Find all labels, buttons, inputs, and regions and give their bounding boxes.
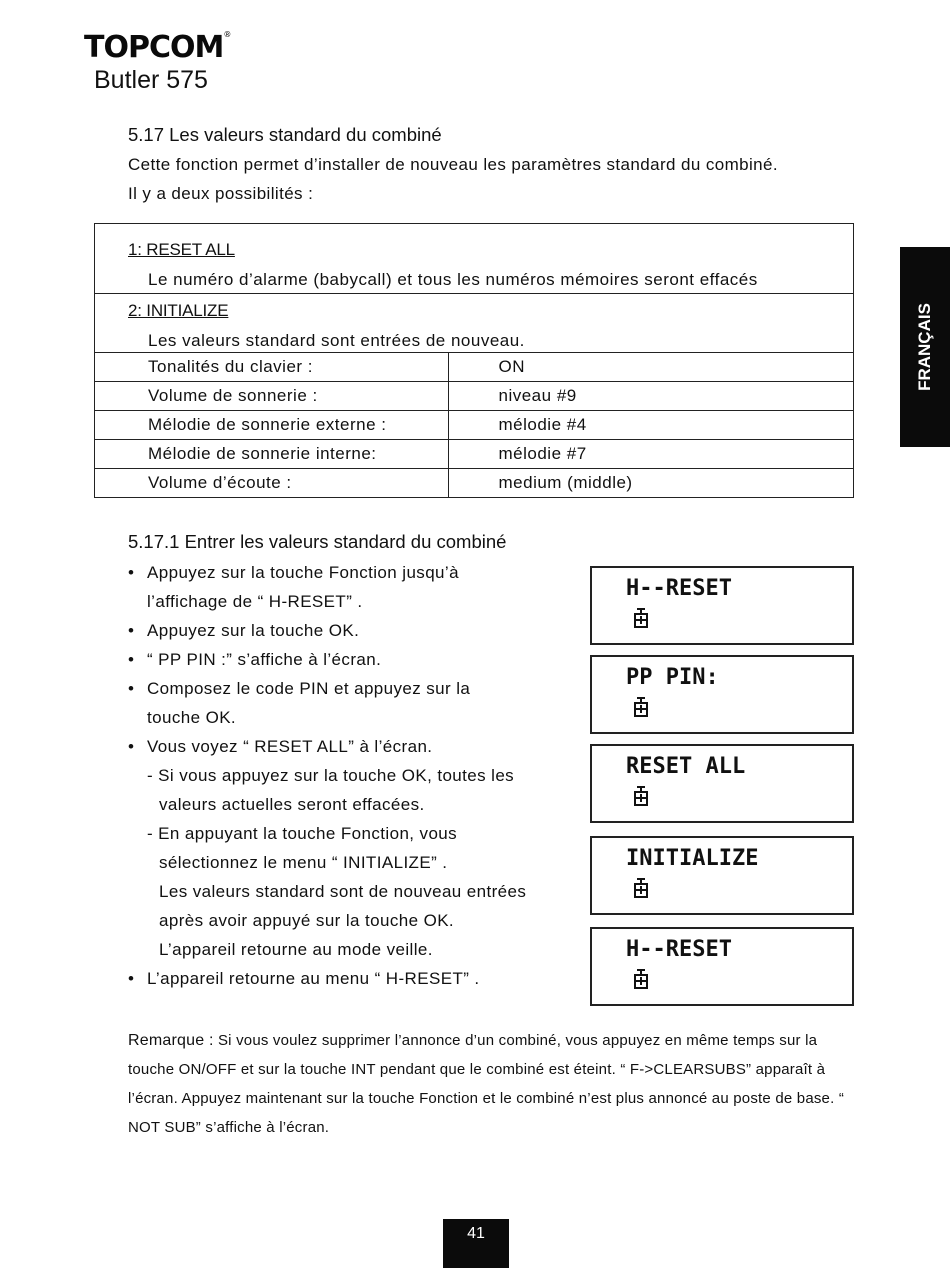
sub-step-ok-cont bbox=[147, 790, 577, 819]
step-text: Appuyez sur la touche OK. bbox=[147, 621, 360, 640]
page-number: 41 bbox=[443, 1219, 509, 1268]
step-text: l’affichage de “ H-RESET” . bbox=[147, 592, 363, 611]
sub-step-function-cont bbox=[147, 906, 577, 935]
step-text: “ PP PIN :” s’affiche à l’écran. bbox=[147, 650, 382, 669]
option-initialize-title: 2: INITIALIZE bbox=[128, 301, 229, 320]
setting-label: Volume de sonnerie : bbox=[95, 382, 448, 411]
remark-note bbox=[128, 1026, 853, 1142]
default-value-row bbox=[95, 440, 853, 469]
handset-icon bbox=[632, 697, 650, 719]
bullet: • bbox=[128, 969, 135, 988]
section-title: 5.17 Les valeurs standard du combiné bbox=[128, 124, 442, 145]
step-text: Composez le code PIN et appuyez sur la bbox=[147, 679, 471, 698]
sub-step-function-cont bbox=[147, 848, 577, 877]
step-text: sélectionnez le menu “ INITIALIZE” . bbox=[159, 853, 448, 872]
handset-icon bbox=[632, 878, 650, 900]
default-value-row bbox=[95, 382, 853, 411]
bullet: • bbox=[128, 621, 135, 640]
setting-value: mélodie #7 bbox=[448, 440, 853, 469]
options-box bbox=[94, 223, 854, 498]
step-text: - En appuyant la touche Fonction, vous bbox=[147, 824, 458, 843]
setting-label: Volume d’écoute : bbox=[95, 469, 448, 498]
step-text: Appuyez sur la touche Fonction jusqu’à bbox=[147, 563, 459, 582]
setting-value: medium (middle) bbox=[448, 469, 853, 498]
default-value-row bbox=[95, 469, 853, 498]
registered-mark: ® bbox=[223, 30, 231, 39]
bullet: • bbox=[128, 679, 135, 698]
step-text: après avoir appuyé sur la touche OK. bbox=[159, 911, 455, 930]
lcd-display bbox=[590, 836, 854, 915]
language-tab bbox=[900, 247, 950, 447]
bullet: • bbox=[128, 650, 135, 669]
sub-step-function-cont bbox=[147, 877, 577, 906]
handset-icon bbox=[632, 608, 650, 630]
lcd-display bbox=[590, 655, 854, 734]
sub-step-function bbox=[147, 819, 577, 848]
lcd-display bbox=[590, 927, 854, 1006]
step-1-cont bbox=[147, 587, 577, 616]
step-6 bbox=[128, 964, 577, 993]
section-intro-line2: Il y a deux possibilités : bbox=[128, 184, 314, 203]
step-text: Vous voyez “ RESET ALL” à l’écran. bbox=[147, 737, 433, 756]
step-text: L’appareil retourne au menu “ H-RESET” . bbox=[147, 969, 480, 988]
steps-list bbox=[128, 558, 577, 993]
option-reset-all bbox=[95, 224, 853, 294]
lcd-display bbox=[590, 744, 854, 823]
bullet: • bbox=[128, 737, 135, 756]
default-value-row bbox=[95, 411, 853, 440]
lcd-text: H--RESET bbox=[626, 937, 732, 962]
lcd-text: INITIALIZE bbox=[626, 846, 759, 871]
step-text: valeurs actuelles seront effacées. bbox=[159, 795, 425, 814]
section-intro-line1: Cette fonction permet d’installer de nouveau les paramètres standard du combiné. bbox=[128, 155, 779, 174]
remark-label: Remarque : bbox=[128, 1032, 214, 1049]
step-1 bbox=[128, 558, 577, 587]
step-3 bbox=[128, 645, 577, 674]
setting-label: Mélodie de sonnerie interne: bbox=[95, 440, 448, 469]
setting-value: niveau #9 bbox=[448, 382, 853, 411]
step-5 bbox=[128, 732, 577, 761]
option-reset-all-title: 1: RESET ALL bbox=[128, 240, 235, 259]
step-text: Les valeurs standard sont de nouveau entrées bbox=[159, 882, 527, 901]
step-text: L’appareil retourne au mode veille. bbox=[159, 940, 433, 959]
default-values-table bbox=[95, 353, 853, 497]
brand-name: TOPCOM bbox=[84, 30, 224, 65]
lcd-display bbox=[590, 566, 854, 645]
step-4-cont bbox=[147, 703, 577, 732]
lcd-text: RESET ALL bbox=[626, 754, 746, 779]
step-text: touche OK. bbox=[147, 708, 237, 727]
model-name: Butler 575 bbox=[94, 66, 208, 94]
option-reset-all-description: Le numéro d’alarme (babycall) et tous les numéros mémoires seront effacés bbox=[148, 270, 758, 289]
lcd-text: H--RESET bbox=[626, 576, 732, 601]
default-value-row bbox=[95, 353, 853, 382]
setting-value: ON bbox=[498, 357, 525, 376]
remark-text: Si vous voulez supprimer l’annonce d’un combiné, vous appuyez en même temps sur la touche ON/OFF et sur la touche INT pendant que le combiné est éteint. “ F->CLEARSUBS” apparaît à l’écran. Appuyez maintenant sur la touche Fonction et le combiné n’est plus annoncé au poste de base. “ NOT SUB” s’affiche à l’écran. bbox=[128, 1032, 845, 1136]
lcd-text: PP PIN: bbox=[626, 665, 719, 690]
step-2 bbox=[128, 616, 577, 645]
sub-step-ok bbox=[147, 761, 577, 790]
setting-value: mélodie #4 bbox=[448, 411, 853, 440]
step-4 bbox=[128, 674, 577, 703]
handset-icon bbox=[632, 969, 650, 991]
language-tab-label: FRANÇAIS bbox=[915, 303, 934, 391]
option-initialize bbox=[95, 294, 853, 353]
setting-label: Tonalités du clavier : bbox=[95, 353, 448, 382]
brand-logo bbox=[84, 30, 230, 65]
bullet: • bbox=[128, 563, 135, 582]
setting-label: Mélodie de sonnerie externe : bbox=[95, 411, 448, 440]
subsection-title: 5.17.1 Entrer les valeurs standard du combiné bbox=[128, 531, 507, 552]
handset-icon bbox=[632, 786, 650, 808]
step-text: - Si vous appuyez sur la touche OK, toutes les bbox=[147, 766, 515, 785]
sub-step-function-cont bbox=[147, 935, 577, 964]
option-initialize-description: Les valeurs standard sont entrées de nouveau. bbox=[148, 331, 525, 350]
